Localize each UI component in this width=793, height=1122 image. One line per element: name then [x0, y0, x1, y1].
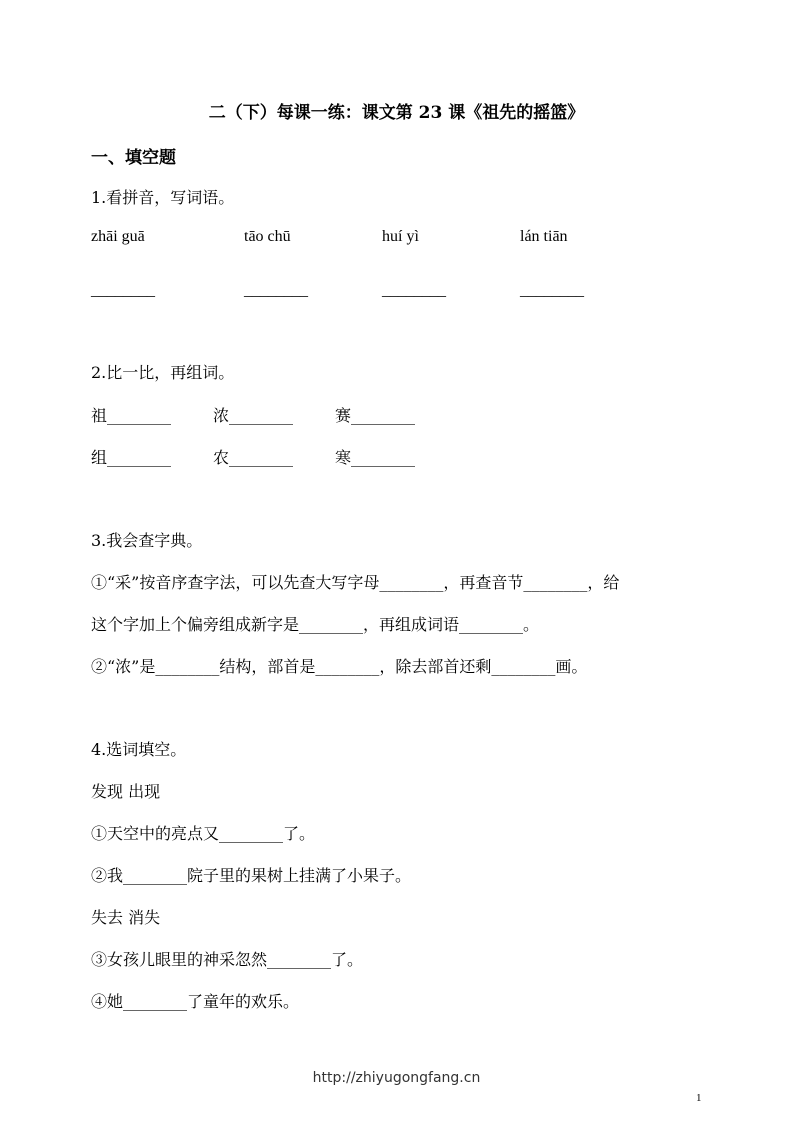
word-choices-1: 发现 出现 [91, 782, 161, 801]
fill-sentence-2[interactable]: ②我________院子里的果树上挂满了小果子。 [91, 866, 412, 885]
pinyin-2: tāo chū [244, 228, 291, 245]
document-title: 二（下）每课一练：课文第 23 课《祖先的摇篮》 [208, 103, 585, 123]
dictionary-sentence-1-cont[interactable]: 这个字加上个偏旁组成新字是________，再组成词语________。 [91, 615, 540, 634]
answer-blank-2[interactable]: ________ [244, 282, 308, 299]
section-heading: 一、填空题 [91, 148, 176, 168]
compare-item[interactable]: 农________ [213, 448, 294, 467]
page-number: 1 [696, 1092, 702, 1104]
answer-blank-4[interactable]: ________ [520, 282, 584, 299]
compare-item[interactable]: 浓________ [213, 406, 294, 425]
fill-sentence-4[interactable]: ④她________了童年的欢乐。 [91, 992, 300, 1011]
pinyin-1: zhāi guā [91, 228, 145, 245]
pinyin-4: lán tiān [520, 228, 568, 245]
compare-item[interactable]: 赛________ [335, 406, 416, 425]
question-3-label: 3.我会查字典。 [91, 531, 203, 550]
answer-blank-1[interactable]: ________ [91, 282, 155, 299]
fill-sentence-3[interactable]: ③女孩儿眼里的神采忽然________了。 [91, 950, 364, 969]
word-choices-2: 失去 消失 [91, 908, 161, 927]
fill-sentence-1[interactable]: ①天空中的亮点又________了。 [91, 824, 316, 843]
dictionary-sentence-1[interactable]: ①“采”按音序查字法，可以先查大写字母________，再查音节________，给 [91, 573, 620, 592]
footer-url: http://zhiyugongfang.cn [312, 1070, 481, 1086]
compare-item[interactable]: 寒________ [335, 448, 416, 467]
answer-blank-3[interactable]: ________ [382, 282, 446, 299]
dictionary-sentence-2[interactable]: ②“浓”是________结构，部首是________，除去部首还剩________画。 [91, 657, 588, 676]
compare-item[interactable]: 祖________ [91, 406, 172, 425]
compare-item[interactable]: 组________ [91, 448, 172, 467]
question-2-label: 2.比一比，再组词。 [91, 363, 235, 382]
question-1-label: 1.看拼音，写词语。 [91, 188, 235, 207]
pinyin-3: huí yì [382, 228, 419, 245]
question-4-label: 4.选词填空。 [91, 740, 187, 759]
